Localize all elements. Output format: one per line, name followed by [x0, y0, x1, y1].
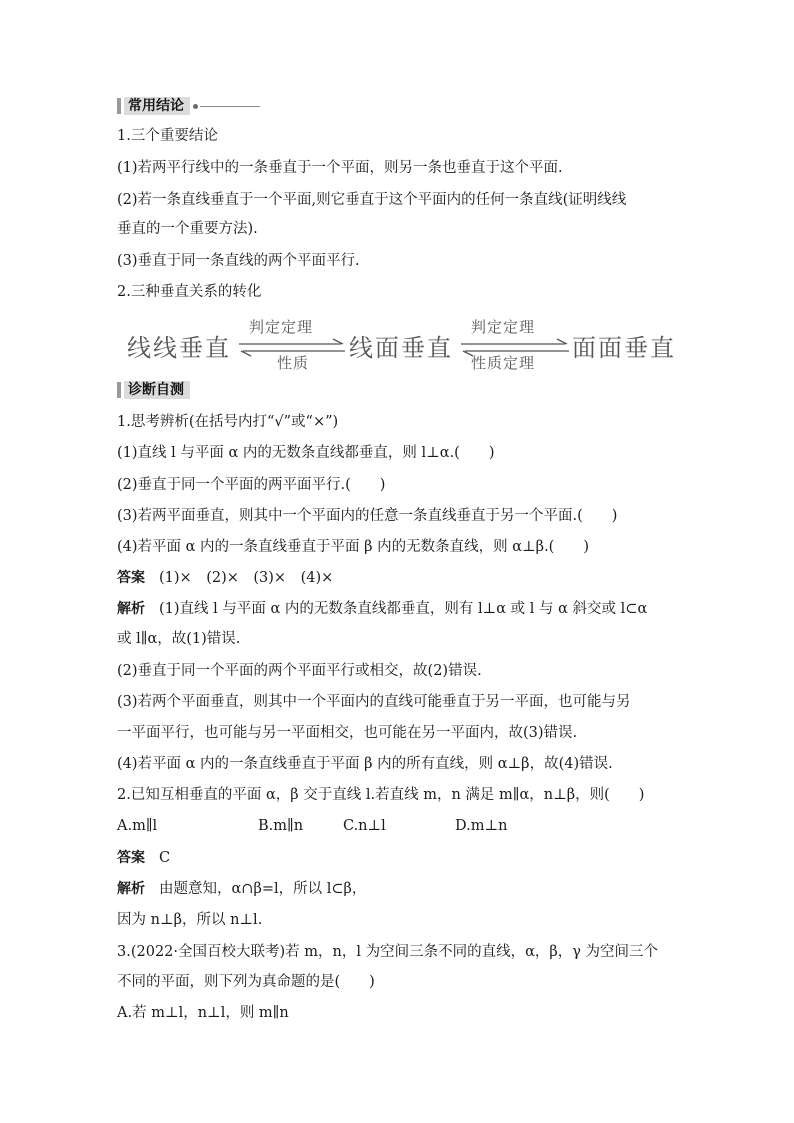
answer-label: 答案 [117, 570, 145, 586]
question-item: (4)若平面 α 内的一条直线垂直于平面 β 内的无数条直线，则 α⊥β.( ) [117, 539, 589, 555]
question-item: 2.已知互相垂直的平面 α，β 交于直线 l.若直线 m，n 满足 m∥α，n⊥β，则( ) [117, 787, 645, 803]
paragraph: 垂直的一个重要方法). [117, 221, 258, 237]
paragraph-heading: 1.三个重要结论 [117, 128, 218, 144]
section-header-conclusions [117, 96, 260, 116]
section-header-diagnosis [117, 380, 190, 400]
analysis-text: 因为 n⊥β，所以 n⊥l. [117, 912, 263, 928]
analysis-line [117, 599, 647, 619]
header-dot [193, 104, 198, 109]
question-item: (3)若两平面垂直，则其中一个平面内的任意一条直线垂直于另一个平面.( ) [117, 508, 618, 524]
analysis-text: 由题意知，α∩β=l，所以 l⊂β， [159, 881, 367, 897]
paragraph: (3)垂直于同一条直线的两个平面平行. [117, 253, 360, 269]
diagram-node-plane-plane: 面面垂直 [572, 334, 676, 362]
analysis-text: (3)若两个平面垂直，则其中一个平面内的直线可能垂直于另一平面，也可能与另 [117, 694, 631, 710]
section-title: 诊断自测 [124, 381, 190, 399]
paragraph: (2)若一条直线垂直于一个平面,则它垂直于这个平面内的任何一条直线(证明线线 [117, 192, 627, 208]
question-item: 3.(2022·全国百校大联考)若 m，n，l 为空间三条不同的直线，α，β，γ 为空间三个 [117, 944, 659, 960]
analysis-text: (4)若平面 α 内的一条直线垂直于平面 β 内的所有直线，则 α⊥β，故(4)错误. [117, 756, 613, 772]
analysis-text: (1)直线 l 与平面 α 内的无数条直线都垂直，则有 l⊥α 或 l 与 α 斜交或 l⊂α [159, 601, 648, 617]
header-bar-marker [117, 98, 121, 114]
answer-line [117, 568, 333, 588]
diagram-node-line-plane: 线面垂直 [349, 334, 453, 362]
analysis-label: 解析 [117, 601, 145, 617]
question-heading: 1.思考辨析(在括号内打“√”或“×”) [117, 414, 339, 430]
option-b: B.m∥n [258, 818, 304, 834]
answer-label: 答案 [117, 850, 145, 866]
header-bar-marker [117, 382, 121, 398]
perpendicular-relation-diagram [127, 316, 687, 378]
paragraph: (1)若两平行线中的一条垂直于一个平面，则另一条也垂直于这个平面. [117, 160, 563, 176]
answer-value: C [159, 850, 171, 866]
analysis-text: 一平面平行，也可能与另一平面相交，也可能在另一平面内，故(3)错误. [117, 725, 578, 741]
header-rule [200, 106, 260, 107]
option-d: D.m⊥n [455, 818, 508, 834]
question-item: (2)垂直于同一个平面的两平面平行.( ) [117, 477, 386, 493]
answer-line [117, 848, 170, 868]
paragraph-heading: 2.三种垂直关系的转化 [117, 284, 262, 300]
answer-value: (1)× (2)× (3)× (4)× [159, 570, 334, 586]
question-item: 不同的平面，则下列为真命题的是( ) [117, 974, 375, 990]
option-a: A.m∥l [117, 818, 158, 834]
section-title: 常用结论 [124, 97, 190, 115]
analysis-text: 或 l∥α，故(1)错误. [117, 631, 241, 647]
diagram-arrow2-top-label: 判定定理 [471, 318, 536, 336]
option-a: A.若 m⊥l，n⊥l，则 m∥n [117, 1005, 289, 1021]
analysis-text: (2)垂直于同一个平面的两个平面平行或相交，故(2)错误. [117, 663, 482, 679]
diagram-arrow1-bottom-label: 性质 [277, 354, 310, 372]
option-c: C.n⊥l [343, 818, 386, 834]
question-item: (1)直线 l 与平面 α 内的无数条直线都垂直，则 l⊥α.( ) [117, 445, 495, 461]
diagram-node-line-line: 线线垂直 [127, 334, 231, 362]
diagram-arrow2-bottom-label: 性质定理 [471, 354, 536, 372]
analysis-line [117, 879, 366, 899]
diagram-arrow1-top-label: 判定定理 [249, 318, 314, 336]
analysis-label: 解析 [117, 881, 145, 897]
